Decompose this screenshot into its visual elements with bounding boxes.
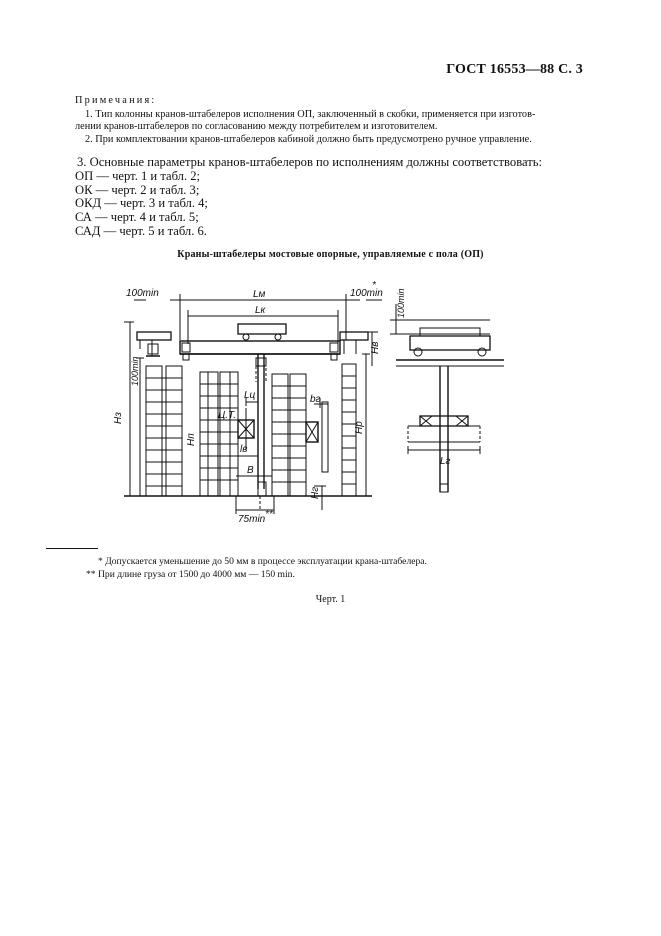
params-line: ОК — черт. 2 и табл. 3;	[75, 182, 200, 197]
dim-hn: Hп	[186, 433, 197, 446]
dim-lv: lв	[240, 444, 248, 455]
technical-drawing	[110, 274, 530, 526]
note-1-line-1: 1. Тип колонны кранов-штабелеров исполнения ОП, заключенный в скобки, применяется при изготов-	[85, 108, 536, 120]
dim-hz: Hз	[113, 412, 124, 424]
dim-hg: Hг	[310, 486, 321, 499]
params-block	[75, 156, 542, 239]
dim-lk: Lк	[255, 305, 266, 316]
dim-lc: Lц	[244, 390, 256, 401]
notes-block	[75, 95, 595, 146]
figure-caption: Краны-штабелеры мостовые опорные, управляемые с пола (ОП)	[177, 249, 484, 260]
params-line: СА — черт. 4 и табл. 5;	[75, 210, 199, 225]
dim-100min-side: 100min	[396, 288, 406, 318]
figure-number: Черт. 1	[315, 594, 346, 605]
note-1-line-2: лении кранов-штабелеров по согласованию между потребителем и изготовителем.	[75, 121, 438, 132]
params-intro: 3. Основные параметры кранов-штабелеров по исполнениям должны соответствовать:	[77, 155, 543, 169]
dim-b: B	[247, 465, 254, 476]
params-line: САД — черт. 5 и табл. 6.	[75, 223, 207, 238]
dim-bg: bг	[310, 394, 321, 405]
footnote-2: ** При длине груза от 1500 до 4000 мм — 150 min.	[86, 569, 295, 580]
params-line: ОКД — черт. 3 и табл. 4;	[75, 196, 208, 211]
dim-stars: **	[265, 509, 273, 520]
dim-hp: Hр	[354, 421, 365, 434]
dim-100min-right: 100min	[350, 288, 383, 299]
params-line: ОП — черт. 1 и табл. 2;	[75, 168, 201, 183]
footnote-1: * Допускается уменьшение до 50 мм в процессе эксплуатации крана-штабелера.	[98, 556, 427, 567]
dim-lg: Lг	[440, 456, 451, 467]
notes-title: Примечания:	[75, 95, 157, 106]
page-header: ГОСТ 16553—88 С. 3	[446, 62, 583, 77]
dim-lm: Lм	[253, 289, 266, 300]
dim-75min: 75min	[238, 514, 266, 525]
footnote-rule	[46, 548, 98, 549]
dim-100min-vertical: 100min	[130, 356, 140, 386]
dim-100min-left: 100min	[126, 288, 159, 299]
label-center-gravity: Ц.Т.	[218, 410, 237, 421]
dim-star: *	[372, 280, 376, 291]
dim-hv: Hв	[370, 341, 381, 354]
note-2: 2. При комплектовании кранов-штабелеров кабиной должно быть предусмотрено ручное управление.	[85, 133, 532, 145]
